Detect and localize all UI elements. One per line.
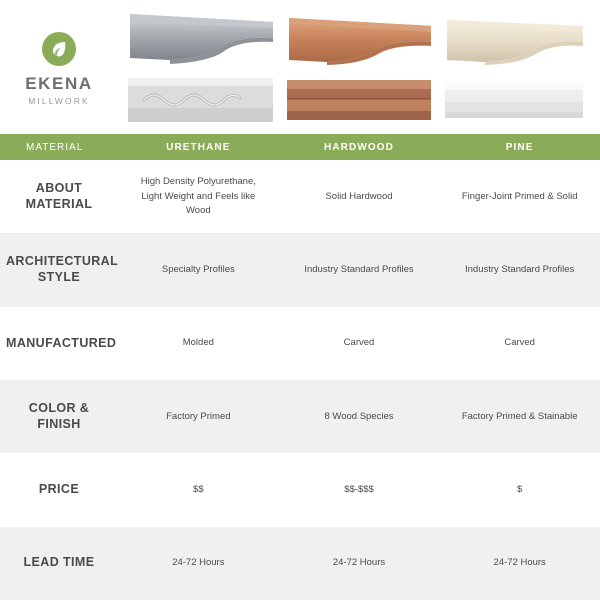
cell-lead-time-hardwood: 24-72 Hours — [332, 557, 386, 569]
cell-manufactured-pine: Carved — [504, 337, 535, 349]
cell-color-pine: Factory Primed & Stainable — [461, 410, 578, 422]
cell-about-hardwood: Solid Hardwood — [325, 190, 393, 202]
hero-section — [0, 0, 600, 134]
cell-price-pine: $ — [517, 483, 523, 495]
column-header-hardwood: HARDWOOD — [324, 141, 394, 153]
table-header-row — [0, 134, 600, 160]
cell-about-pine: Finger-Joint Primed & Solid — [461, 190, 578, 202]
cell-color-hardwood: 8 Wood Species — [324, 410, 394, 422]
cell-manufactured-urethane: Molded — [182, 337, 214, 349]
hardwood-crown-profile-sample — [283, 8, 432, 70]
product-sample-images — [118, 0, 600, 134]
column-header-urethane: URETHANE — [166, 141, 231, 153]
row-label-color-finish: COLOR & FINISH — [28, 401, 90, 431]
table-row — [0, 527, 600, 600]
cell-manufactured-hardwood: Carved — [343, 337, 375, 349]
row-label-price: PRICE — [38, 482, 80, 497]
cell-color-urethane: Factory Primed — [166, 410, 231, 422]
brand-name: EKENA — [25, 74, 93, 94]
brand-subtitle: MILLWORK — [28, 95, 90, 106]
cell-price-hardwood: $$-$$$ — [344, 483, 374, 495]
urethane-ornate-molding-sample — [124, 74, 273, 132]
brand-logo — [0, 0, 118, 136]
urethane-crown-profile-sample — [124, 8, 273, 70]
pine-panel-molding-sample — [441, 74, 590, 132]
hardwood-panel-molding-sample — [283, 74, 432, 132]
leaf-icon — [42, 32, 76, 66]
cell-lead-time-pine: 24-72 Hours — [493, 557, 546, 569]
row-label-manufactured: MANUFACTURED — [6, 335, 117, 350]
column-header-material: MATERIAL — [26, 141, 84, 153]
cell-lead-time-urethane: 24-72 Hours — [172, 557, 225, 569]
cell-about-urethane: High Density Polyurethane, Light Weight and Feels like Wood — [140, 176, 256, 216]
comparison-table-body — [0, 160, 600, 600]
row-label-lead-time: LEAD TIME — [23, 555, 95, 570]
cell-style-urethane: Specialty Profiles — [161, 263, 235, 275]
column-header-pine: PINE — [505, 141, 534, 153]
row-label-architectural-style: ARCHITECTURAL STYLE — [6, 254, 119, 284]
table-row — [0, 453, 600, 526]
cell-style-pine: Industry Standard Profiles — [465, 263, 575, 275]
cell-price-urethane: $$ — [193, 483, 204, 495]
cell-style-hardwood: Industry Standard Profiles — [304, 263, 414, 275]
table-row — [0, 380, 600, 453]
table-row — [0, 307, 600, 380]
pine-crown-profile-sample — [441, 8, 590, 70]
table-row — [0, 233, 600, 306]
row-label-about-material: ABOUT MATERIAL — [25, 181, 93, 211]
table-row — [0, 160, 600, 233]
